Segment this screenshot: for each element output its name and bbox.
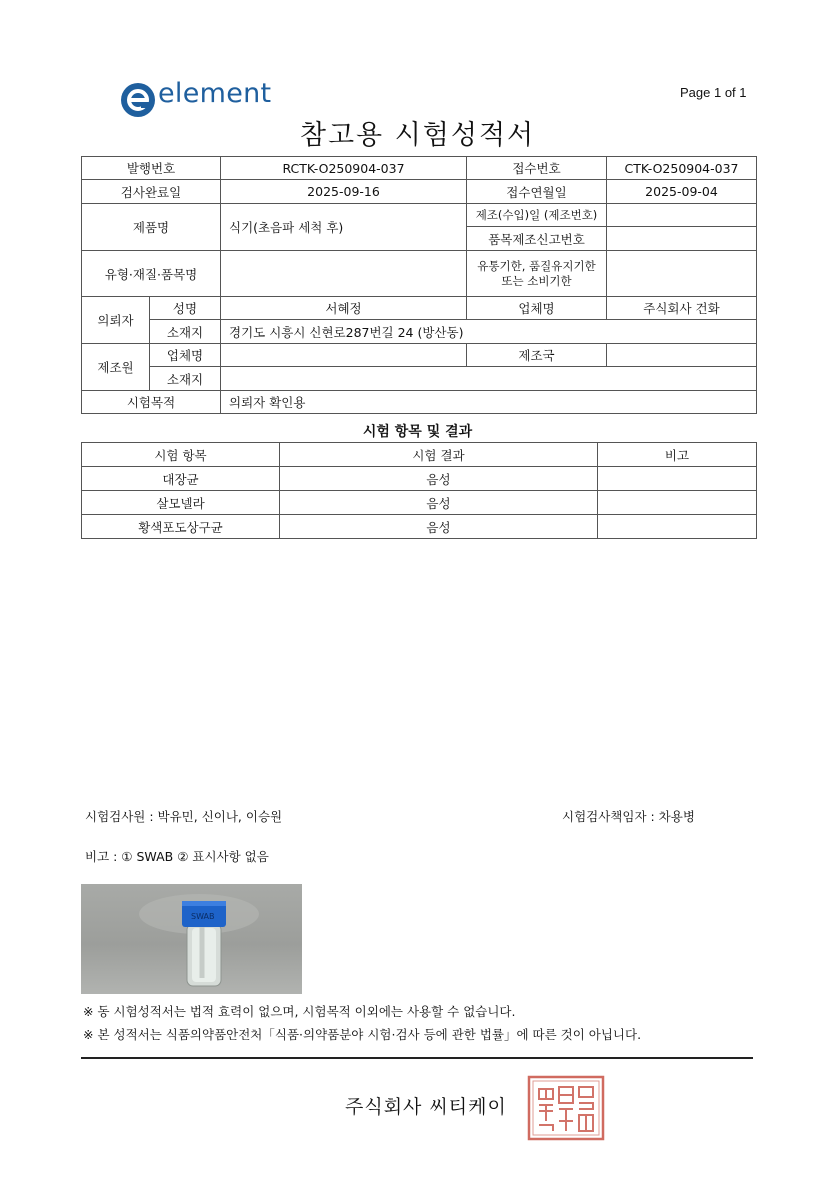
item-report-label: 품목제조신고번호 — [467, 227, 607, 251]
issue-no-label: 발행번호 — [82, 157, 221, 180]
page-number: Page 1 of 1 — [680, 85, 747, 100]
result-item: 살모넬라 — [82, 491, 280, 515]
expiry-value — [607, 251, 757, 297]
results-header-note: 비고 — [598, 443, 757, 467]
page-title: 참고용 시험성적서 — [299, 120, 536, 151]
completed-date-label: 검사완료일 — [82, 180, 221, 204]
completed-date-value: 2025-09-16 — [221, 180, 467, 204]
table-row — [82, 515, 757, 539]
disclaimer-legal-effect: ※ 동 시험성적서는 법적 효력이 없으며, 시험목적 이외에는 사용할 수 없습니다. — [83, 1004, 516, 1019]
product-name-label: 제품명 — [82, 204, 221, 251]
swab-vial-icon — [81, 884, 302, 994]
client-label: 의뢰자 — [82, 297, 150, 344]
table-row — [82, 467, 757, 491]
type-label: 유형·재질·품목명 — [82, 251, 221, 297]
maker-company-label: 업체명 — [150, 344, 221, 367]
result-value: 음성 — [280, 515, 598, 539]
results-header-item: 시험 항목 — [82, 443, 280, 467]
result-value: 음성 — [280, 467, 598, 491]
client-name-value: 서혜정 — [221, 297, 467, 320]
maker-company-value — [221, 344, 467, 367]
client-company-label: 업체명 — [467, 297, 607, 320]
expiry-label-line1: 유통기한, 품질유지기한 — [477, 258, 596, 273]
result-note — [598, 515, 757, 539]
table-row — [82, 491, 757, 515]
report-info-table — [81, 156, 757, 414]
vial-label: SWAB — [191, 912, 215, 921]
issuer-company: 주식회사 씨티케이 — [345, 1096, 507, 1118]
receipt-no-label: 접수번호 — [467, 157, 607, 180]
footer-divider — [81, 1057, 753, 1059]
supervisor-line: 시험검사책임자 : 차용병 — [562, 809, 695, 824]
maker-address-value — [221, 367, 757, 391]
sample-photo — [81, 884, 302, 994]
results-header-result: 시험 결과 — [280, 443, 598, 467]
maker-country-value — [607, 344, 757, 367]
result-value: 음성 — [280, 491, 598, 515]
mfg-date-value — [607, 204, 757, 227]
receipt-no-value: CTK-O250904-037 — [607, 157, 757, 180]
remarks-line: 비고 : ① SWAB ② 표시사항 없음 — [85, 849, 269, 864]
logo-wordmark: element — [158, 78, 272, 109]
purpose-value: 의뢰자 확인용 — [221, 391, 757, 414]
maker-address-label: 소재지 — [150, 367, 221, 391]
purpose-label: 시험목적 — [82, 391, 221, 414]
mfg-date-label: 제조(수입)일 (제조번호) — [467, 204, 607, 227]
results-section-title: 시험 항목 및 결과 — [362, 424, 473, 440]
client-address-value: 경기도 시흥시 신현로287번길 24 (방산동) — [221, 320, 757, 344]
company-seal-icon — [527, 1075, 605, 1141]
product-name-value: 식기(초음파 세척 후) — [221, 204, 467, 251]
maker-country-label: 제조국 — [467, 344, 607, 367]
inspectors-line: 시험검사원 : 박유민, 신이나, 이승원 — [85, 809, 283, 824]
received-date-value: 2025-09-04 — [607, 180, 757, 204]
client-name-label: 성명 — [150, 297, 221, 320]
client-address-label: 소재지 — [150, 320, 221, 344]
result-note — [598, 491, 757, 515]
result-item: 황색포도상구균 — [82, 515, 280, 539]
item-report-value — [607, 227, 757, 251]
disclaimer-law: ※ 본 성적서는 식품의약품안전처「식품·의약품분야 시험·검사 등에 관한 법률」에 따른 것이 아닙니다. — [83, 1027, 642, 1042]
result-item: 대장균 — [82, 467, 280, 491]
expiry-label — [467, 251, 607, 297]
client-company-value: 주식회사 건화 — [607, 297, 757, 320]
expiry-label-line2: 또는 소비기한 — [501, 273, 572, 288]
results-table — [81, 442, 757, 539]
received-date-label: 접수연월일 — [467, 180, 607, 204]
issue-no-value: RCTK-O250904-037 — [221, 157, 467, 180]
maker-label: 제조원 — [82, 344, 150, 391]
result-note — [598, 467, 757, 491]
type-value — [221, 251, 467, 297]
